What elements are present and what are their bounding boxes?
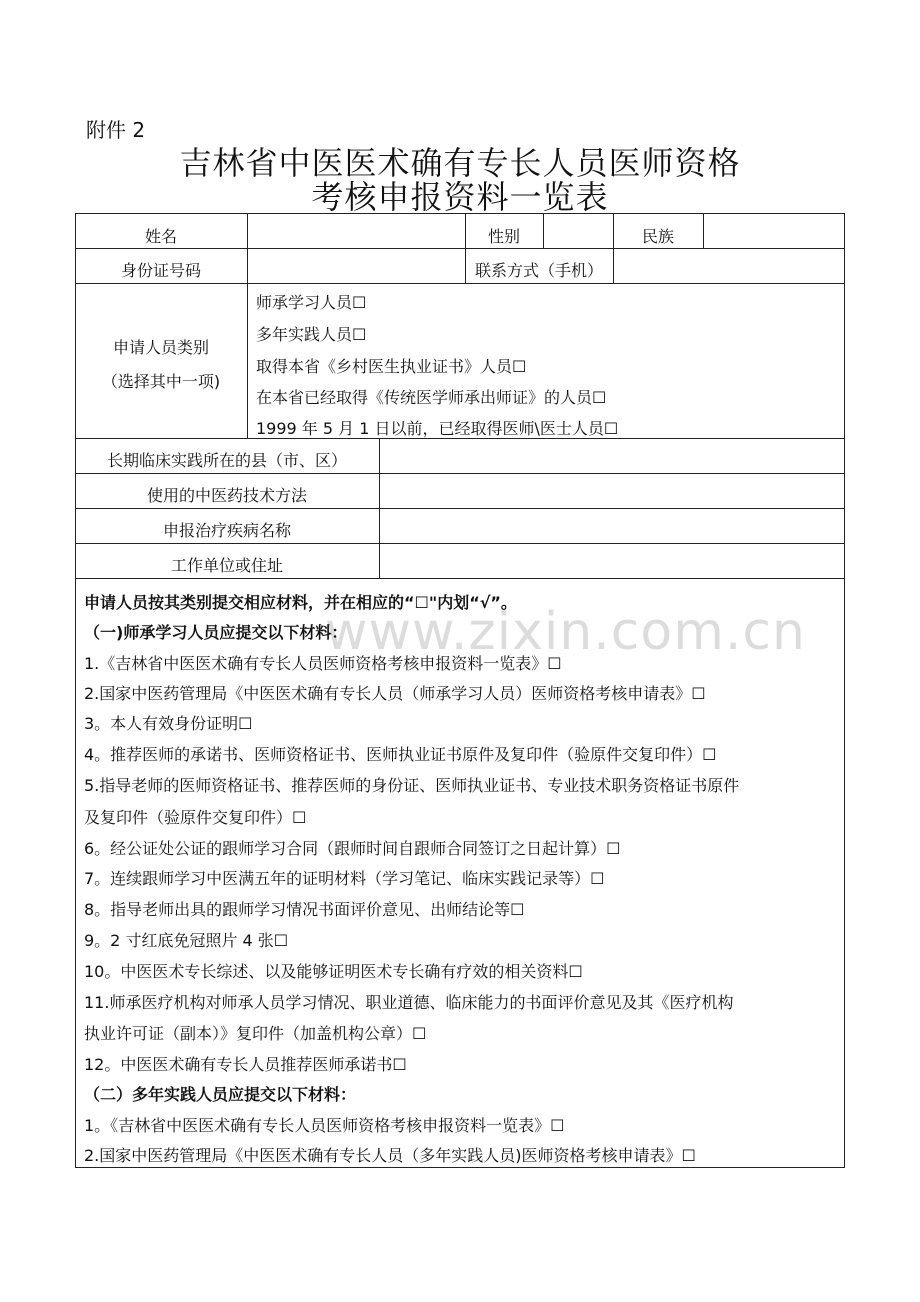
category-option-apprentice[interactable]: 师承学习人员☐: [256, 293, 367, 312]
name-field[interactable]: [248, 213, 465, 248]
section1-item[interactable]: 10。中医医术专长综述、以及能够证明医术专长确有疗效的相关资料☐: [84, 962, 583, 981]
section1-item[interactable]: 3。本人有效身份证明☐: [84, 714, 253, 733]
county-label: 长期临床实践所在的县（市、区）: [106, 451, 347, 470]
category-option-village-doctor[interactable]: 取得本省《乡村医生执业证书》人员☐: [256, 357, 527, 376]
category-option-practice[interactable]: 多年实践人员☐: [256, 325, 367, 344]
category-label: 申请人员类别: [112, 338, 209, 357]
disease-field[interactable]: [380, 508, 844, 543]
workplace-field[interactable]: [380, 543, 844, 578]
contact-label: 联系方式（手机）: [474, 261, 603, 280]
section1-item[interactable]: 8。指导老师出具的跟师学习情况书面评价意见、出师结论等☐: [84, 900, 525, 919]
category-option-traditional-cert[interactable]: 在本省已经取得《传统医学师承出师证》的人员☐: [256, 388, 607, 407]
contact-field[interactable]: [614, 248, 844, 283]
disease-label: 申报治疗疾病名称: [162, 521, 291, 540]
workplace-label: 工作单位或住址: [170, 556, 283, 575]
method-field[interactable]: [380, 473, 844, 508]
section1-item[interactable]: 1.《吉林省中医医术确有专长人员医师资格考核申报资料一览表》☐: [84, 654, 562, 673]
document-title-line2: 考核申报资料一览表: [311, 178, 609, 216]
section1-item[interactable]: 2.国家中医药管理局《中医医术确有专长人员（师承学习人员）医师资格考核申请表》☐: [84, 684, 706, 703]
watermark: www.zixin.com.cn: [325, 602, 806, 662]
section1-item-continued: 及复印件（验原件交复印件）☐: [84, 808, 307, 827]
gender-label: 性别: [487, 227, 520, 246]
section1-item[interactable]: 9。2 寸红底免冠照片 4 张☐: [84, 931, 289, 950]
category-label-hint: （选择其中一项): [101, 372, 221, 391]
category-option-before-1999[interactable]: 1999 年 5 月 1 日以前，已经取得医师\医士人员☐: [256, 419, 619, 438]
section1-item[interactable]: 11.师承医疗机构对师承人员学习情况、职业道德、临床能力的书面评价意见及其《医疗机构: [84, 993, 734, 1012]
section2-title: （二）多年实践人员应提交以下材料：: [84, 1085, 357, 1104]
ethnicity-label: 民族: [641, 227, 674, 246]
name-label: 姓名: [144, 227, 177, 246]
section2-item[interactable]: 1。《吉林省中医医术确有专长人员医师资格考核申报资料一览表》☐: [84, 1116, 565, 1135]
section1-item-continued: 执业许可证（副本）》复印件（加盖机构公章）☐: [84, 1024, 427, 1043]
section2-item[interactable]: 2.国家中医药管理局《中医医术确有专长人员（多年实践人员)医师资格考核申请表》☐: [84, 1146, 696, 1165]
section1-item[interactable]: 4。推荐医师的承诺书、医师资格证书、医师执业证书原件及复印件（验原件交复印件）☐: [84, 745, 717, 764]
materials-instruction: 申请人员按其类别提交相应材料，并在相应的“☐"内划“√”。: [84, 593, 517, 612]
id-number-label: 身份证号码: [120, 261, 201, 280]
section1-item[interactable]: 7。连续跟师学习中医满五年的证明材料（学习笔记、临床实践记录等）☐: [84, 869, 605, 888]
gender-field[interactable]: [544, 213, 613, 248]
id-number-field[interactable]: [248, 248, 465, 283]
section1-item[interactable]: 5.指导老师的医师资格证书、推荐医师的身份证、医师执业证书、专业技术职务资格证书原件: [84, 776, 740, 795]
ethnicity-field[interactable]: [704, 213, 844, 248]
section1-item[interactable]: 6。经公证处公证的跟师学习合同（跟师时间自跟师合同签订之日起计算）☐: [84, 839, 621, 858]
county-field[interactable]: [380, 438, 844, 473]
method-label: 使用的中医药技术方法: [146, 486, 307, 505]
section1-title: （一)师承学习人员应提交以下材料：: [84, 623, 348, 642]
attachment-label: 附件 2: [86, 118, 146, 142]
section1-item[interactable]: 12。中医医术确有专长人员推荐医师承诺书☐: [84, 1055, 407, 1074]
document-title-line1: 吉林省中医医术确有专长人员医师资格: [179, 144, 741, 182]
